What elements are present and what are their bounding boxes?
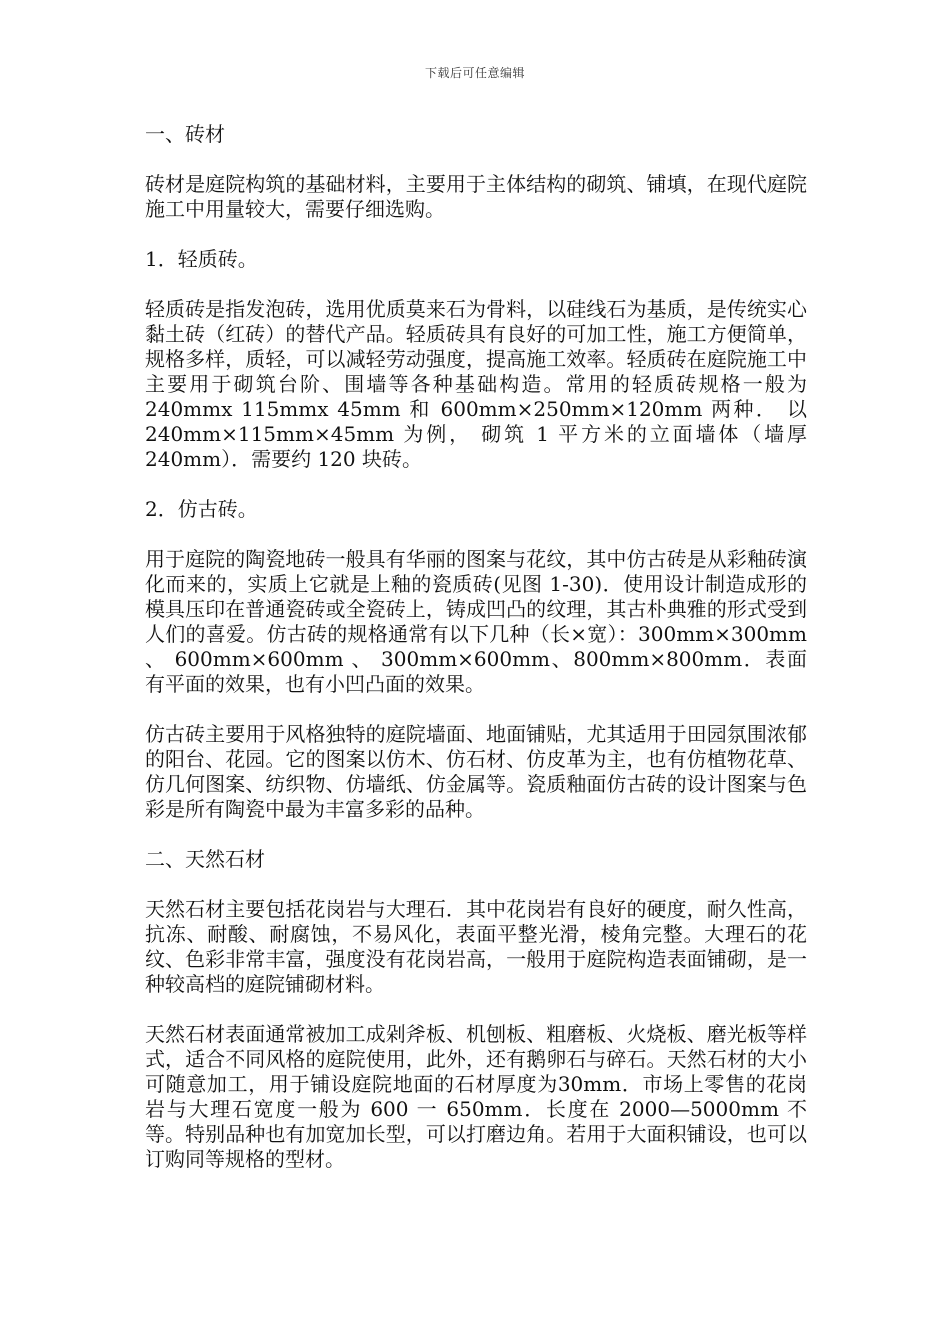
paragraph-lightweight-brick: 轻质砖是指发泡砖，选用优质莫来石为骨料，以硅线石为基质，是传统实心黏土砖（红砖）的替代产品。轻质砖具有良好的可加工性，施工方便简单，规格多样，质轻，可以减轻劳动强度，提高施工效率。轻质砖在庭院施工中主要用于砌筑台阶、围墙等各种基础构造。常用的轻质砖规格一般为 240mmx 115mmx 45mm 和 600mm×250mm×120mm 两种． 以 240mm×115mm×45mm 为例， 砌筑 1 平方米的立面墙体（墙厚 240mm）．需要约 120 块砖。 [145,297,807,471]
paragraph-bricks-intro: 砖材是庭院构筑的基础材料，主要用于主体结构的砌筑、铺填，在现代庭院施工中用量较大，需要仔细选购。 [145,172,807,221]
section-heading-antique-brick: 2．仿古砖。 [145,497,258,521]
document-body [145,122,807,1197]
section-heading-lightweight-brick: 1．轻质砖。 [145,247,258,271]
paragraph-natural-stone-1: 天然石材主要包括花岗岩与大理石．其中花岗岩有良好的硬度，耐久性高，抗冻、耐酸、耐腐蚀，不易风化，表面平整光滑，棱角完整。大理石的花纹、色彩非常丰富，强度没有花岗岩高，一般用于庭院构造表面铺砌，是一种较高档的庭院铺砌材料。 [145,897,807,996]
section-heading-natural-stone: 二、天然石材 [145,847,265,871]
page-header: 下载后可任意编辑 [424,66,525,80]
paragraph-natural-stone-2: 天然石材表面通常被加工成剁斧板、机刨板、粗磨板、火烧板、磨光板等样式，适合不同风格的庭院使用，此外，还有鹅卵石与碎石。天然石材的大小可随意加工，用于铺设庭院地面的石材厚度为30mm．市场上零售的花岗岩与大理石宽度一般为 600 一 650mm．长度在 2000—5000mm 不等。特别品种也有加宽加长型，可以打磨边角。若用于大面积铺设，也可以订购同等规格的型材。 [145,1022,807,1171]
section-heading-bricks: 一、砖材 [145,122,225,146]
paragraph-antique-brick-1: 用于庭院的陶瓷地砖一般具有华丽的图案与花纹，其中仿古砖是从彩釉砖演化而来的，实质上它就是上釉的瓷质砖(见图 1-30)．使用设计制造成形的模具压印在普通瓷砖或全瓷砖上，铸成凹凸的纹理，其古朴典雅的形式受到人们的喜爱。仿古砖的规格通常有以下几种（长×宽）：300mm×300mm 、 600mm×600mm 、 300mm×600mm、800mm×800mm．表面有平面的效果，也有小凹凸面的效果。 [145,547,807,696]
paragraph-antique-brick-2: 仿古砖主要用于风格独特的庭院墙面、地面铺贴，尤其适用于田园氛围浓郁的阳台、花园。它的图案以仿木、仿石材、仿皮革为主，也有仿植物花草、仿几何图案、纺织物、仿墙纸、仿金属等。瓷质釉面仿古砖的设计图案与色彩是所有陶瓷中最为丰富多彩的品种。 [145,722,807,821]
